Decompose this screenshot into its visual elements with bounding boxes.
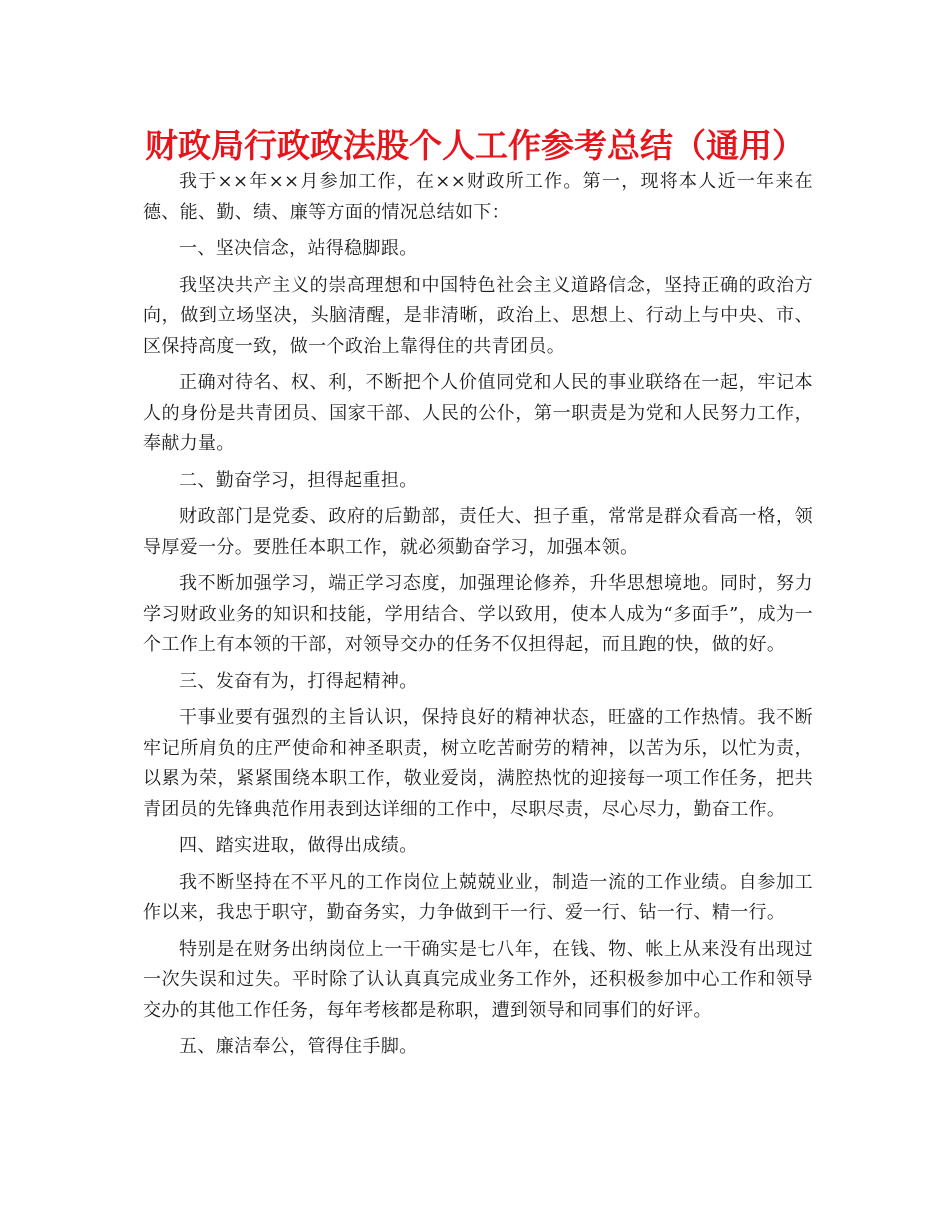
paragraph-intro: 我于××年××月参加工作，在××财政所工作。第一，现将本人近一年来在德、能、勤、绩、廉等方面的情况总结如下：: [143, 171, 813, 223]
section-heading-4: 四、踏实进取，做得出成绩。: [179, 835, 418, 856]
document-body: [143, 167, 813, 1069]
paragraph-1-2: 正确对待名、权、利，不断把个人价值同党和人民的事业联络在一起，牢记本人的身份是共青团员、国家干部、人民的公仆，第一职责是为党和人民努力工作，奉献力量。: [143, 372, 813, 454]
paragraph-3-1: 干事业要有强烈的主旨认识，保持良好的精神状态，旺盛的工作热情。我不断牢记所肩负的庄严使命和神圣职责，树立吃苦耐劳的精神，以苦为乐，以忙为责，以累为荣，紧紧围绕本职工作，敬业爱岗，满腔热忱的迎接每一项工作任务，把共青团员的先锋典范作用表到达详细的工作中，尽职尽责，尽心尽力，勤奋工作。: [143, 707, 813, 820]
paragraph-2-1: 财政部门是党委、政府的后勤部，责任大、担子重，常常是群众看高一格，领导厚爱一分。要胜任本职工作，就必须勤奋学习，加强本领。: [143, 506, 813, 558]
paragraph-4-2: 特别是在财务出纳岗位上一干确实是七八年，在钱、物、帐上从来没有出现过一次失误和过失。平时除了认认真真完成业务工作外，还积极参加中心工作和领导交办的其他工作任务，每年考核都是称职，遭到领导和同事们的好评。: [143, 938, 813, 1021]
document-title: 财政局行政政法股个人工作参考总结（通用）: [145, 126, 805, 165]
section-heading-5: 五、廉洁奉公，管得住手脚。: [179, 1036, 418, 1057]
paragraph-4-1: 我不断坚持在不平凡的工作岗位上兢兢业业，制造一流的工作业绩。自参加工作以来，我忠于职守，勤奋务实，力争做到干一行、爱一行、钻一行、精一行。: [143, 871, 813, 923]
paragraph-2-2: 我不断加强学习，端正学习态度，加强理论修养，升华思想境地。同时，努力学习财政业务的知识和技能，学用结合、学以致用，使本人成为“多面手”，成为一个工作上有本领的干部，对领导交办的任务不仅担得起，而且跑的快，做的好。: [143, 573, 813, 655]
section-heading-2: 二、勤奋学习，担得起重担。: [179, 469, 418, 491]
section-heading-1: 一、坚决信念，站得稳脚跟。: [179, 238, 418, 259]
section-heading-3: 三、发奋有为，打得起精神。: [179, 670, 418, 692]
paragraph-1-1: 我坚决共产主义的崇高理想和中国特色社会主义道路信念，坚持正确的政治方向，做到立场坚决，头脑清醒，是非清晰，政治上、思想上、行动上与中央、市、区保持高度一致，做一个政治上靠得住的共青团员。: [143, 274, 813, 357]
